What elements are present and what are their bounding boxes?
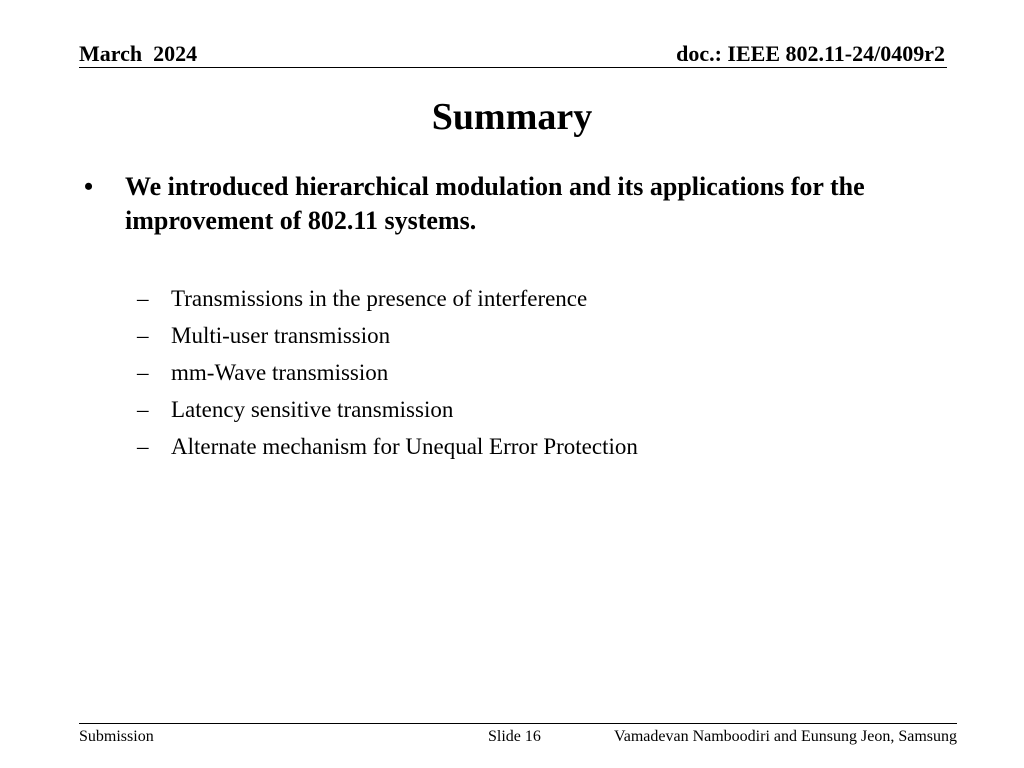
sub-bullet-text: Transmissions in the presence of interference [171, 286, 588, 311]
sub-bullet-item [137, 395, 937, 432]
sub-bullet-item [137, 284, 937, 321]
sub-bullet-list [137, 284, 937, 469]
header-divider [79, 67, 947, 68]
sub-bullet-item [137, 321, 937, 358]
sub-bullet-text: Alternate mechanism for Unequal Error Protection [171, 434, 638, 459]
main-bullet [84, 170, 954, 238]
sub-bullet-text: mm-Wave transmission [171, 360, 389, 385]
dash-marker: – [137, 323, 149, 348]
footer-slide-number: Slide 16 [488, 728, 541, 745]
bullet-marker: • [84, 172, 94, 201]
sub-bullet-item [137, 432, 937, 469]
sub-bullet-text: Multi-user transmission [171, 323, 391, 348]
sub-bullet-item [137, 358, 937, 395]
dash-marker: – [137, 434, 149, 459]
dash-marker: – [137, 286, 149, 311]
sub-bullet-text: Latency sensitive transmission [171, 397, 454, 422]
dash-marker: – [137, 360, 149, 385]
header-date: March 2024 [79, 41, 198, 66]
footer-submission: Submission [79, 728, 154, 745]
footer-divider [79, 723, 957, 724]
dash-marker: – [137, 397, 149, 422]
footer-authors: Vamadevan Namboodiri and Eunsung Jeon, Samsung [613, 728, 957, 745]
main-bullet-text: We introduced hierarchical modulation and its applications for the improvement of 802.11 systems. [125, 172, 865, 235]
header-doc-id: doc.: IEEE 802.11-24/0409r2 [676, 41, 945, 66]
slide-title: Summary [431, 96, 593, 138]
